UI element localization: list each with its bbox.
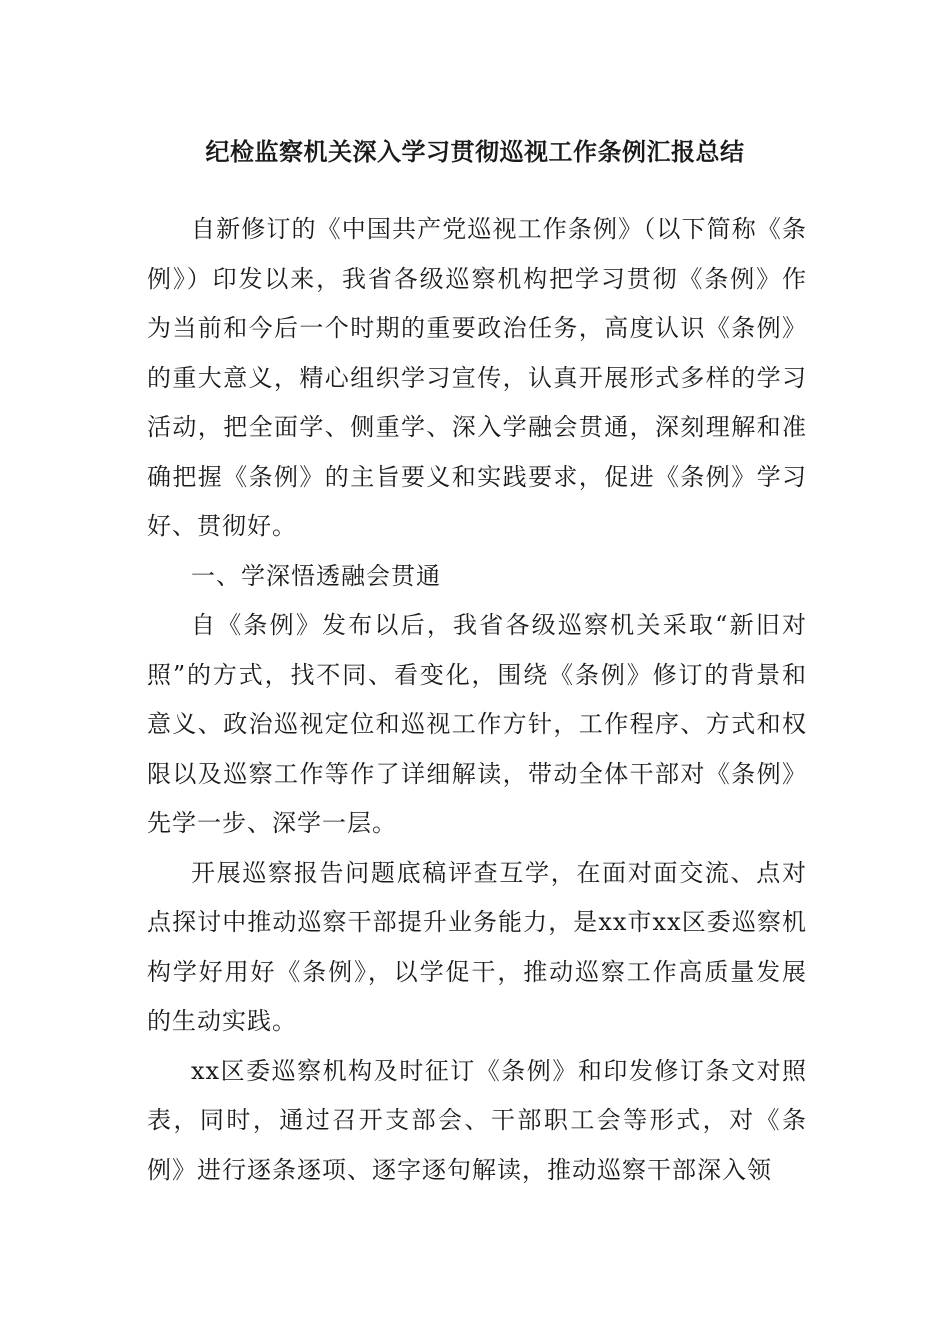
paragraph-intro: 自新修订的《中国共产党巡视工作条例》（以下简称《条例》）印发以来，我省各级巡察机构把学习贯彻《条例》作为当前和今后一个时期的重要政治任务，高度认识《条例》的重大意义，精心组织学习宣传，认真开展形式多样的学习活动，把全面学、侧重学、深入学融会贯通，深刻理解和准确把握《条例》的主旨要义和实践要求，促进《条例》学习好、贯彻好。 (147, 215, 807, 540)
document-title: 纪检监察机关深入学习贯彻巡视工作条例汇报总结 (205, 137, 745, 166)
document-body (147, 205, 807, 1195)
paragraph-review-practice: 开展巡察报告问题底稿评查互学，在面对面交流、点对点探讨中推动巡察干部提升业务能力，是xx市xx区委巡察机构学好用好《条例》，以学促干，推动巡察工作高质量发展的生动实践。 (147, 858, 807, 1035)
section-heading-1: 一、学深悟透融会贯通 (191, 561, 441, 590)
paragraph-section-1: 自《条例》发布以后，我省各级巡察机关采取“新旧对照”的方式，找不同、看变化，围绕《条例》修订的背景和意义、政治巡视定位和巡视工作方针，工作程序、方式和权限以及巡察工作等作了详细解读，带动全体干部对《条例》先学一步、深学一层。 (147, 611, 807, 837)
paragraph-district-committee: xx区委巡察机构及时征订《条例》和印发修订条文对照表，同时，通过召开支部会、干部职工会等形式，对《条例》进行逐条逐项、逐字逐句解读，推动巡察干部深入领 (147, 1056, 807, 1184)
